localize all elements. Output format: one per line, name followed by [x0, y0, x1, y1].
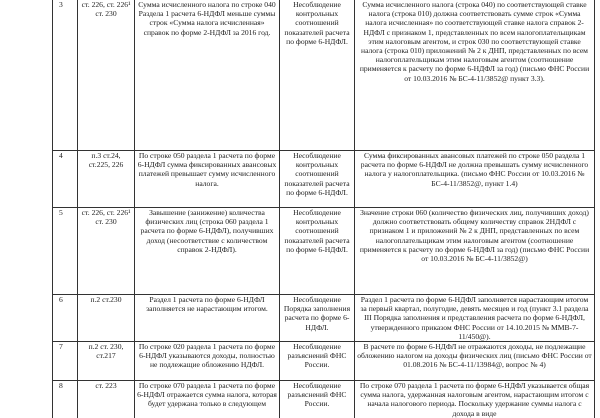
- table-row: [53, 381, 595, 418]
- table-row: [53, 151, 595, 208]
- row-number: 7: [53, 342, 78, 381]
- violation-type: Несоблюдение разъяснений ФНС России.: [280, 342, 355, 381]
- violation-type: Несоблюдение Порядка заполнения расчета по форме 6-НДФЛ.: [280, 295, 355, 342]
- violation-type: Несоблюдение контрольных соотношений показателей расчета по форме 6-НДФЛ.: [280, 0, 355, 151]
- row-number: 4: [53, 151, 78, 208]
- violation-type: Несоблюдение контрольных соотношений показателей расчета по форме 6-НДФЛ.: [280, 151, 355, 208]
- tax-code-article: ст. 226, ст. 226¹ ст. 230: [78, 208, 135, 295]
- table-row: [53, 0, 595, 151]
- explanation: Раздел 1 расчета по форме 6-НДФЛ заполняется нарастающим итогом за первый квартал, полугодие, девять месяцев и год (пункт 3.1 раздела III Порядка заполнения и представления расчета по форме 6-НДФЛ, утвержденного приказом ФНС России от 14.10.2015 № ММВ-7-11/450@).: [355, 295, 595, 342]
- row-number: 8: [53, 381, 78, 418]
- explanation: В расчете по форме 6-НДФЛ не отражаются доходы, не подлежащие обложению налогом на доходы физических лиц (письмо ФНС России от 01.08.2016 № БС-4-11/13984@, вопрос № 4): [355, 342, 595, 381]
- explanation: По строке 070 раздела 1 расчета по форме 6-НДФЛ указывается общая сумма налога, удержанная налоговым агентом, нарастающим итогом с начала налогового периода. Поскольку удержание суммы налога с дохода в виде: [355, 381, 595, 418]
- table-row: [53, 342, 595, 381]
- row-number: 5: [53, 208, 78, 295]
- tax-code-article: п.2 ст. 230, ст.217: [78, 342, 135, 381]
- error-description: Сумма исчисленного налога по строке 040 Раздела 1 расчета 6-НДФЛ меньше суммы строк «Сумма налога исчисленная» справок по форме 2-НДФЛ за 2016 год.: [135, 0, 280, 151]
- row-number: 6: [53, 295, 78, 342]
- violation-type: Несоблюдение разъяснений ФНС России.: [280, 381, 355, 418]
- tax-code-article: ст. 226, ст. 226¹ ст. 230: [78, 0, 135, 151]
- explanation: Значение строки 060 (количество физических лиц, получивших доход) должно соответствовать общему количеству справок 2НДФЛ с признаком 1 и приложений № 2 к ДНП, представленных по всем налогоплательщикам этим налоговым агентом (соотношение применяется к расчету по форме 6-НДФЛ за год) (письмо ФНС России от 10.03.2016 № БС-4-11/3852@): [355, 208, 595, 295]
- error-description: По строке 020 раздела 1 расчета по форме 6-НДФЛ указываются доходы, полностью не подлежащие обложению НДФЛ.: [135, 342, 280, 381]
- violations-table: [52, 0, 595, 418]
- tax-code-article: п.3 ст.24, ст.225, 226: [78, 151, 135, 208]
- row-number: 3: [53, 0, 78, 151]
- table-row: [53, 295, 595, 342]
- tax-code-article: п.2 ст.230: [78, 295, 135, 342]
- error-description: По строке 070 раздела 1 расчета по форме 6-НДФЛ отражается сумма налога, которая будет удержана только в следующем: [135, 381, 280, 418]
- error-description: Завышение (занижение) количества физических лиц (строка 060 раздела 1 расчета по форме 6-НДФЛ), получивших доход (несоответствие с количеством справок 2-НДФЛ).: [135, 208, 280, 295]
- violation-type: Несоблюдение контрольных соотношений показателей расчета по форме 6-НДФЛ.: [280, 208, 355, 295]
- table-row: [53, 208, 595, 295]
- error-description: Раздел 1 расчета по форме 6-НДФЛ заполняется не нарастающим итогом.: [135, 295, 280, 342]
- error-description: По строке 050 раздела 1 расчета по форме 6-НДФЛ сумма фиксированных авансовых платежей превышает сумму исчисленного налога.: [135, 151, 280, 208]
- explanation: Сумма исчисленного налога (строка 040) по соответствующей ставке налога (строка 010) должна соответствовать сумме строк «Сумма налога исчисленная» по соответствующей ставке налога справок 2-НДФЛ с признаком 1, представленных по всем налогоплательщикам этим налоговым агентом, и строк 030 по соответствующей ставке налога (строка 010) приложений № 2 к ДНП, представленных по всем налогоплательщикам этим налоговым агентом (соотношение применяется к расчету по форме 6-НДФЛ за год) (письмо ФНС России от 10.03.2016 № БС-4-11/3852@ пункт 3.3).: [355, 0, 595, 151]
- tax-code-article: ст. 223: [78, 381, 135, 418]
- explanation: Сумма фиксированных авансовых платежей по строке 050 раздела 1 расчета по форме 6-НДФЛ не должна превышать сумму исчисленного налога у налогоплательщика. (письмо ФНС России от 10.03.2016 № БС-4-11/3852@, пункт 1.4): [355, 151, 595, 208]
